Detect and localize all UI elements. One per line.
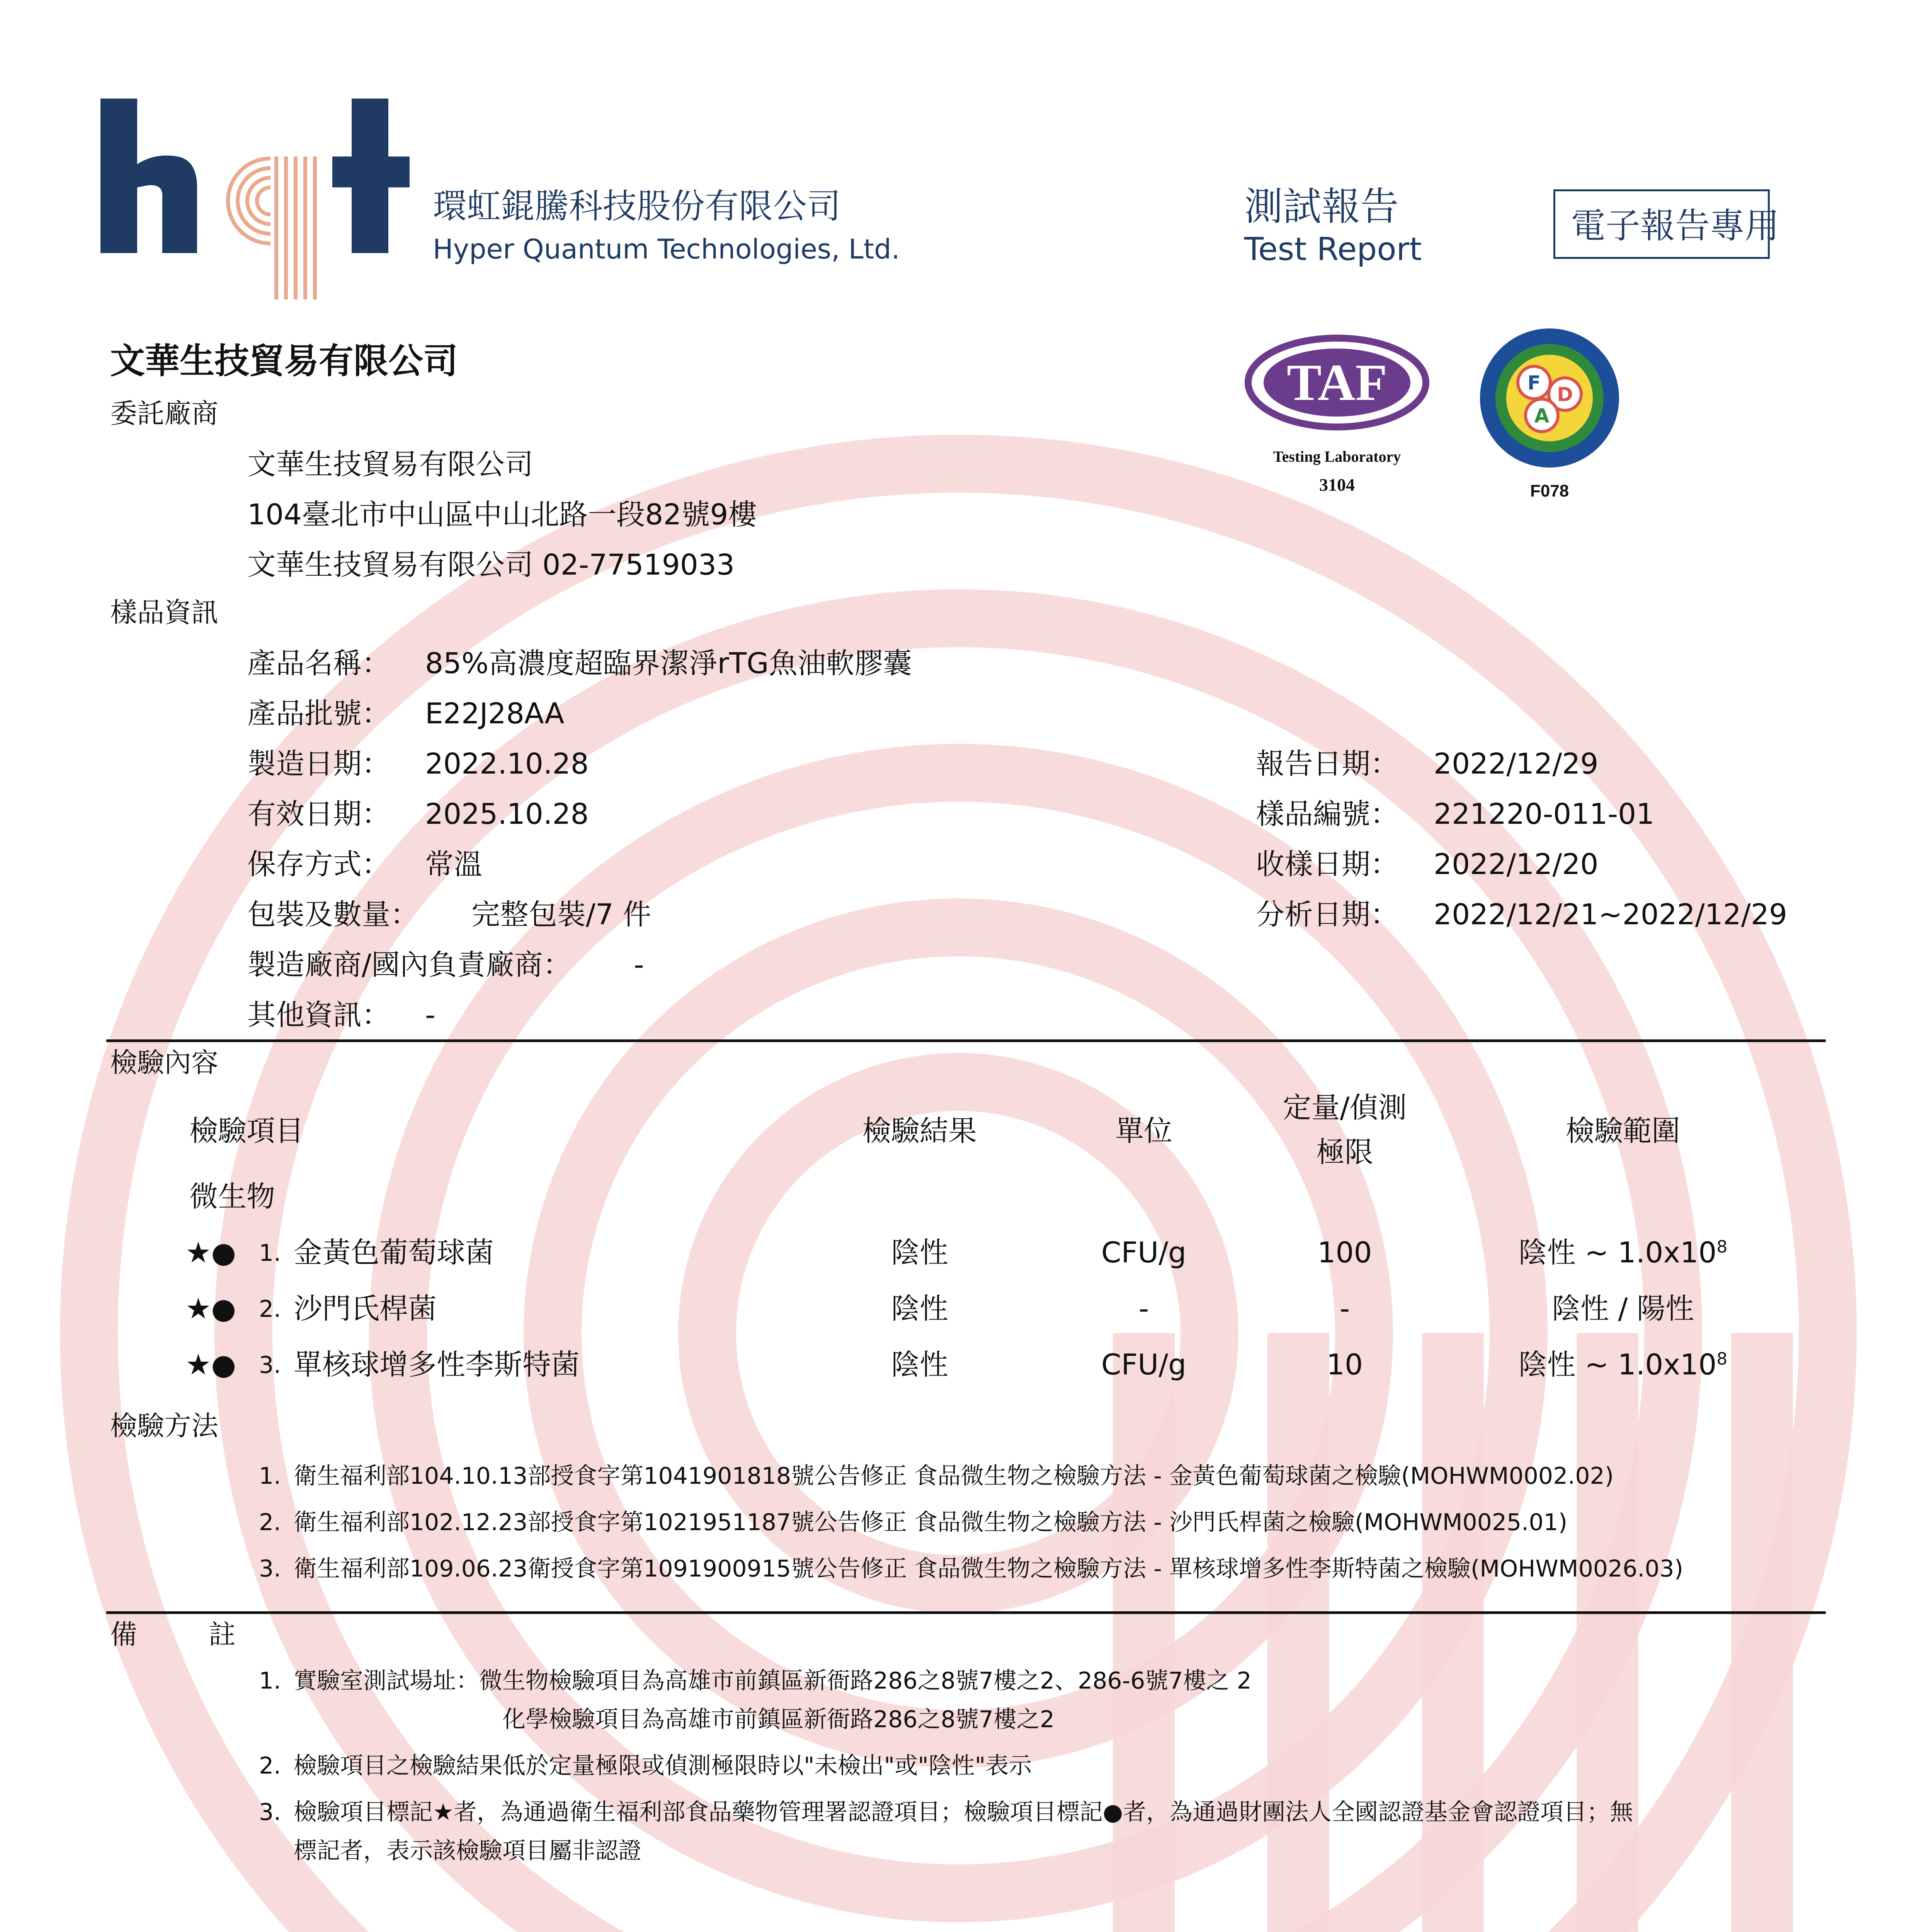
other-info-value: - [425,998,435,1032]
expiry-date-label: 有效日期： [247,798,390,831]
fda-number: F078 [1530,481,1569,500]
test-result: 陰性 [891,1236,948,1269]
remark-text: 實驗室測試場址：微生物檢驗項目為高雄市前鎮區新衙路286之8號7樓之2、286-6號7樓之 2 [294,1667,1252,1694]
col-header-limit-line2: 極限 [1316,1136,1373,1169]
method-text: 衛生福利部102.12.23部授食字第1021951187號公告修正 食品微生物之檢驗方法 - 沙門氏桿菌之檢驗(MOHWM0025.01) [294,1509,1568,1536]
test-range-text: 陰性 ~ 1.0x10 [1518,1236,1717,1269]
test-range-text: 陰性 ~ 1.0x10 [1518,1348,1717,1381]
accreditation-marks: ★● [185,1292,236,1325]
test-result: 陰性 [891,1292,948,1325]
test-limit: 10 [1326,1348,1363,1381]
remark-text-continued: 化學檢驗項目為高雄市前鎮區新衙路286之8號7樓之2 [502,1706,1055,1733]
row-number: 3. [259,1352,281,1379]
remarks-label-first: 備 [110,1619,137,1650]
test-item-name: 沙門氏桿菌 [294,1292,437,1325]
test-limit: 100 [1317,1236,1372,1269]
test-range [1492,1238,1754,1267]
test-limit: - [1339,1292,1350,1325]
e-report-badge-text: 電子報告專用 [1571,206,1779,246]
tests-label: 檢驗內容 [110,1047,218,1078]
accreditation-marks: ★● [185,1348,236,1381]
table-row [0,1294,1917,1329]
test-range [1492,1294,1754,1323]
section-divider [106,1039,1826,1042]
batch-no-value: E22J28AA [425,697,565,730]
analysis-date-value: 2022/12/21~2022/12/29 [1434,898,1788,931]
method-number: 2. [259,1509,281,1536]
col-header-item: 檢驗項目 [189,1114,304,1148]
method-text: 衛生福利部104.10.13部授食字第1041901818號公告修正 食品微生物之檢驗方法 - 金黃色葡萄球菌之檢驗(MOHWM0002.02) [294,1463,1614,1490]
storage-label: 保存方式： [247,848,390,881]
fda-letter-a: A [1534,405,1550,427]
analysis-date-label: 分析日期： [1256,898,1399,931]
received-date-label: 收樣日期： [1256,848,1399,881]
test-item-name: 單核球增多性李斯特菌 [294,1348,580,1381]
remark-text-continued: 標記者，表示該檢驗項目屬非認證 [294,1837,641,1864]
remark-number: 1. [259,1667,281,1694]
table-row [0,1350,1917,1385]
manufacturer-value: - [634,948,644,981]
sample-label: 樣品資訊 [110,597,218,628]
fda-letter-f: F [1527,372,1541,394]
company-name-en: Hyper Quantum Technologies, Ltd. [433,233,900,265]
row-number: 1. [259,1240,281,1267]
client-heading: 文華生技貿易有限公司 [110,341,458,381]
section-divider [106,1611,1826,1614]
remark-text: 檢驗項目標記★者，為通過衛生福利部食品藥物管理署認證項目；檢驗項目標記●者，為通過財團法人全國認證基金會認證項目；無 [294,1799,1633,1826]
sample-no-label: 樣品編號： [1256,798,1399,831]
col-header-limit-line1: 定量/偵測 [1283,1091,1407,1124]
report-title-zh: 測試報告 [1244,184,1399,229]
taf-logo [1240,332,1434,498]
test-range-exponent: 8 [1716,1237,1728,1257]
manufacture-date-label: 製造日期： [247,747,390,781]
sample-no-value: 221220-011-01 [1434,798,1655,831]
e-report-badge [1553,189,1779,259]
method-number: 3. [259,1555,281,1582]
expiry-date-value: 2025.10.28 [425,798,589,831]
test-result: 陰性 [891,1348,948,1381]
client-address: 104臺北市中山區中山北路一段82號9樓 [247,498,757,531]
col-header-unit: 單位 [1115,1114,1172,1148]
accreditation-marks: ★● [185,1236,236,1269]
test-range-exponent: 8 [1716,1349,1728,1369]
method-text: 衛生福利部109.06.23衛授食字第1091900915號公告修正 食品微生物之檢驗方法 - 單核球增多性李斯特菌之檢驗(MOHWM0026.03) [294,1555,1684,1582]
company-name-zh: 環虹錕騰科技股份有限公司 [433,186,841,226]
taf-logo-text: TAF [1287,354,1387,412]
product-name-value: 85%高濃度超臨界潔淨rTG魚油軟膠囊 [425,647,912,680]
test-unit: CFU/g [1101,1348,1187,1381]
remark-number: 2. [259,1752,281,1779]
row-number: 2. [259,1296,281,1323]
test-item-name: 金黃色葡萄球菌 [294,1236,494,1269]
batch-no-label: 產品批號： [247,697,390,730]
manufacturer-label: 製造廠商/國內負責廠商： [247,948,572,981]
packaging-label: 包裝及數量： [247,898,419,931]
report-date-label: 報告日期： [1256,747,1399,781]
col-header-range: 檢驗範圍 [1566,1114,1680,1148]
product-name-label: 產品名稱： [247,647,390,680]
report-date-value: 2022/12/29 [1434,747,1599,781]
fda-letter-d: D [1557,383,1573,406]
fda-seal-logo [1476,325,1631,506]
methods-label: 檢驗方法 [110,1410,218,1442]
test-unit: CFU/g [1101,1236,1187,1269]
remark-number: 3. [259,1799,281,1826]
storage-value: 常溫 [425,848,482,881]
client-contact: 文華生技貿易有限公司 02-77519033 [247,548,735,582]
method-number: 1. [259,1463,281,1490]
other-info-label: 其他資訊： [247,998,390,1032]
report-title-en: Test Report [1244,231,1422,268]
taf-number: 3104 [1319,475,1355,495]
received-date-value: 2022/12/20 [1434,848,1599,881]
table-row [0,1238,1917,1273]
category-label: 微生物 [189,1180,275,1213]
taf-label: Testing Laboratory [1273,448,1401,465]
test-unit: - [1138,1292,1149,1325]
hqt-logo [100,99,417,299]
manufacture-date-value: 2022.10.28 [425,747,589,781]
test-range-text: 陰性 / 陽性 [1552,1292,1694,1325]
remark-text: 檢驗項目之檢驗結果低於定量極限或偵測極限時以"未檢出"或"陰性"表示 [294,1752,1032,1779]
client-name: 文華生技貿易有限公司 [247,448,533,481]
packaging-value: 完整包裝/7 件 [471,898,651,931]
col-header-result: 檢驗結果 [862,1114,977,1148]
client-label: 委託廠商 [110,398,218,429]
test-range [1492,1350,1754,1379]
remarks-label-second: 註 [209,1619,236,1650]
